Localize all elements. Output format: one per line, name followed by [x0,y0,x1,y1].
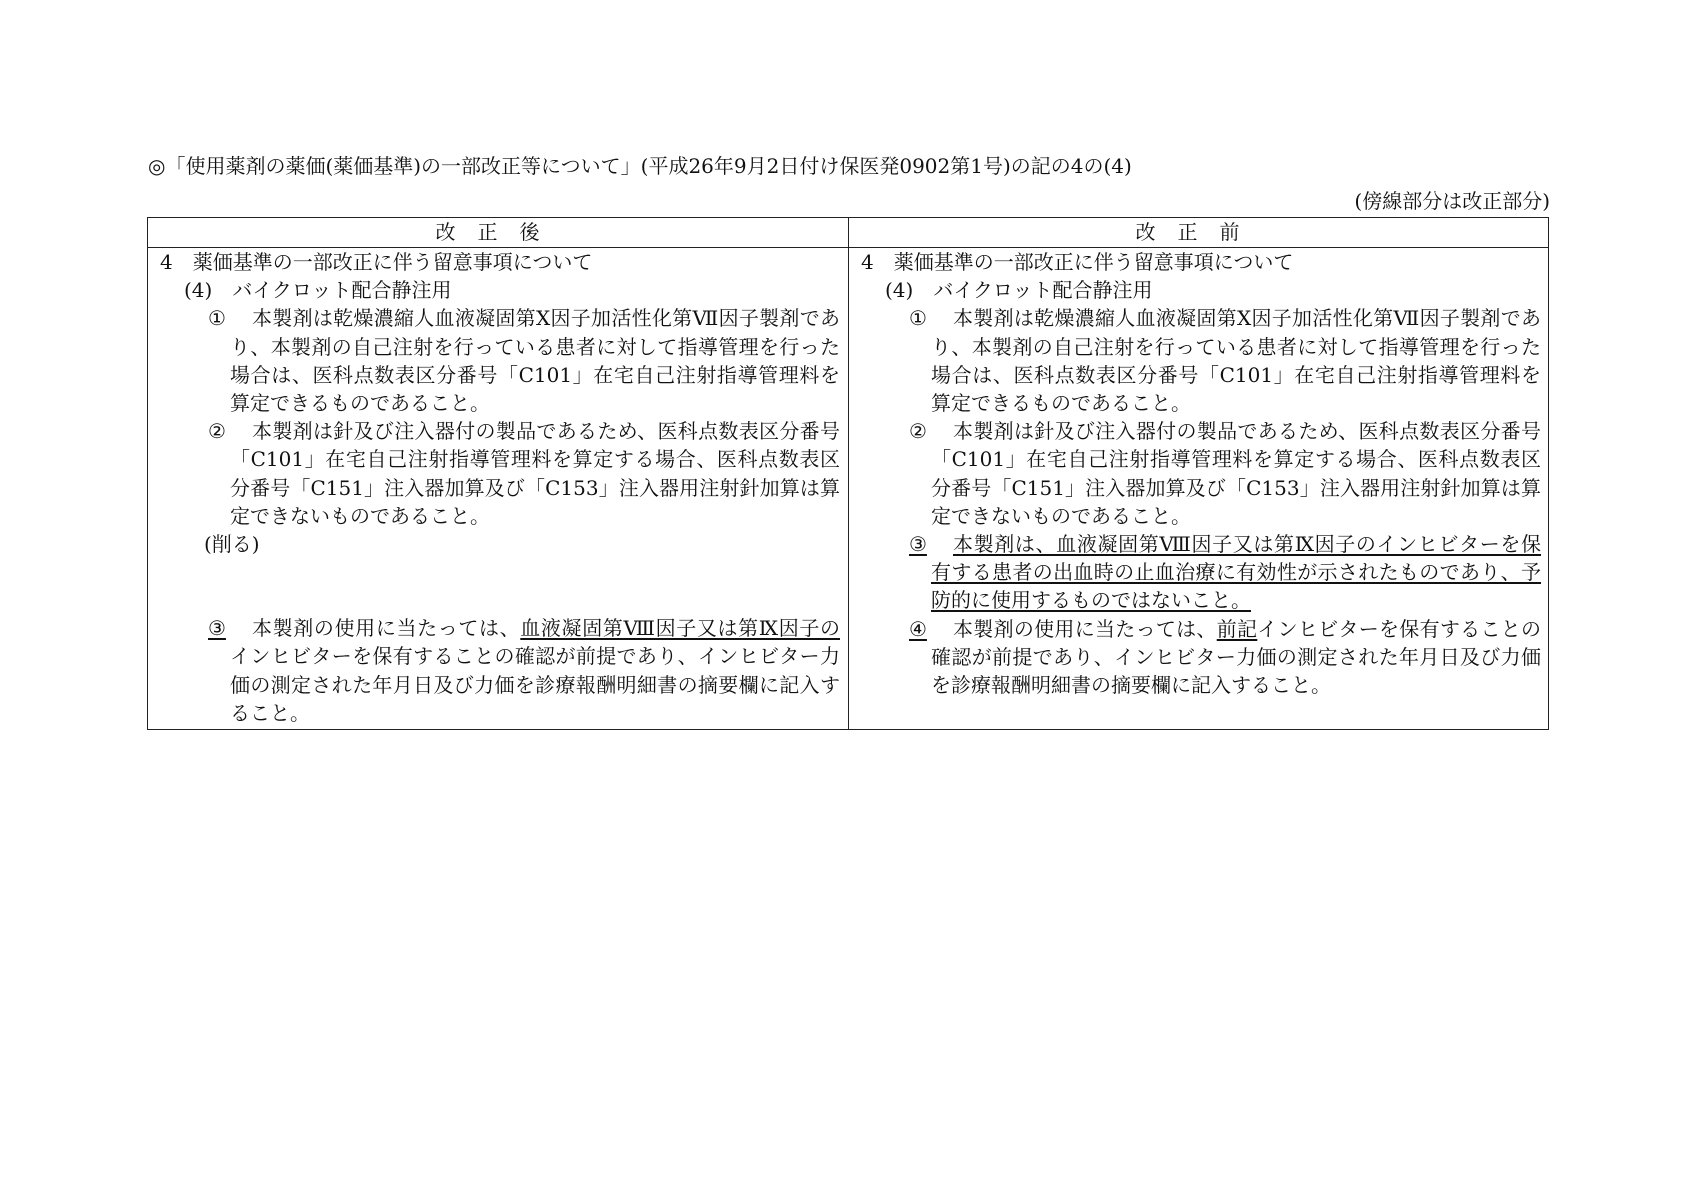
list-item [909,530,1541,615]
list-item [909,304,1541,417]
column-after [160,248,840,727]
comparison-table [147,217,1549,730]
deleted-marker: (削る) [204,532,260,557]
item-text-part: 本製剤の使用に当たっては、 [953,616,1217,641]
header-after: 改正後 [148,218,849,248]
subsection-heading: (4) バイクロット配合静注用 [184,278,452,303]
item-text: 本製剤は乾燥濃縮人血液凝固第Ⅹ因子加活性化第Ⅶ因子製剤であり、本製剤の自己注射を行っている患者に対して指導管理を行った場合は、医科点数表区分番号「C101」在宅自己注射指導管理料を算定できるものであること。 [230,306,840,416]
item-text: 本製剤は乾燥濃縮人血液凝固第Ⅹ因子加活性化第Ⅶ因子製剤であり、本製剤の自己注射を行っている患者に対して指導管理を行った場合は、医科点数表区分番号「C101」在宅自己注射指導管理料を算定できるものであること。 [931,306,1541,416]
underlined-text: 血液凝固第Ⅷ因子又は第Ⅸ因子の [520,616,840,641]
item-number: ③ [909,532,927,557]
item-number: ② [909,419,927,444]
column-divider [848,218,849,729]
item-text [230,614,840,727]
underlined-text: 前記 [1216,616,1258,641]
subsection-heading: (4) バイクロット配合静注用 [885,278,1153,303]
list-item [208,417,840,530]
underline-note: (傍線部分は改正部分) [1354,189,1550,213]
document-title: ◎「使用薬剤の薬価(薬価基準)の一部改正等について」(平成26年9月2日付け保医発0902第1号)の記の4の(4) [148,154,1132,178]
item-number: ① [909,306,927,331]
section-heading: 4 薬価基準の一部改正に伴う留意事項について [861,250,1294,274]
list-item [208,304,840,417]
item-text-part: インヒビターを保有することの確認が前提であり、インヒビター力価の測定された年月日及び力価を診療報酬明細書の摘要欄に記入すること。 [931,616,1542,698]
item-number: ③ [208,616,226,641]
item-text [931,615,1541,700]
item-text: 本製剤は針及び注入器付の製品であるため、医科点数表区分番号「C101」在宅自己注射指導管理料を算定する場合、医科点数表区分番号「C151」注入器加算及び「C153」注入器用注射針加算は算定できないものであること。 [230,419,840,528]
header-before: 改正前 [849,218,1548,248]
item-text [931,530,1541,615]
item-number: ④ [909,616,927,641]
section-heading: 4 薬価基準の一部改正に伴う留意事項について [160,250,593,274]
column-before [861,248,1541,699]
item-number: ② [208,419,226,444]
item-text: 本製剤は針及び注入器付の製品であるため、医科点数表区分番号「C101」在宅自己注射指導管理料を算定する場合、医科点数表区分番号「C151」注入器加算及び「C153」注入器用注射針加算は算定できないものであること。 [931,419,1541,528]
item-text-part: インヒビターを保有することの確認が前提であり、インヒビター力価の測定された年月日及び力価を診療報酬明細書の摘要欄に記入すること。 [230,644,840,725]
list-item [909,417,1541,530]
underlined-text: 本製剤は、血液凝固第Ⅷ因子又は第Ⅸ因子のインヒビターを保有する患者の出血時の止血治療に有効性が示されたものであり、予防的に使用するものではないこと。 [931,532,1541,613]
list-item [208,614,840,727]
spacer [160,558,840,614]
item-text-part: 本製剤の使用に当たっては、 [252,616,521,641]
list-item [909,615,1541,700]
item-number: ① [208,306,226,331]
